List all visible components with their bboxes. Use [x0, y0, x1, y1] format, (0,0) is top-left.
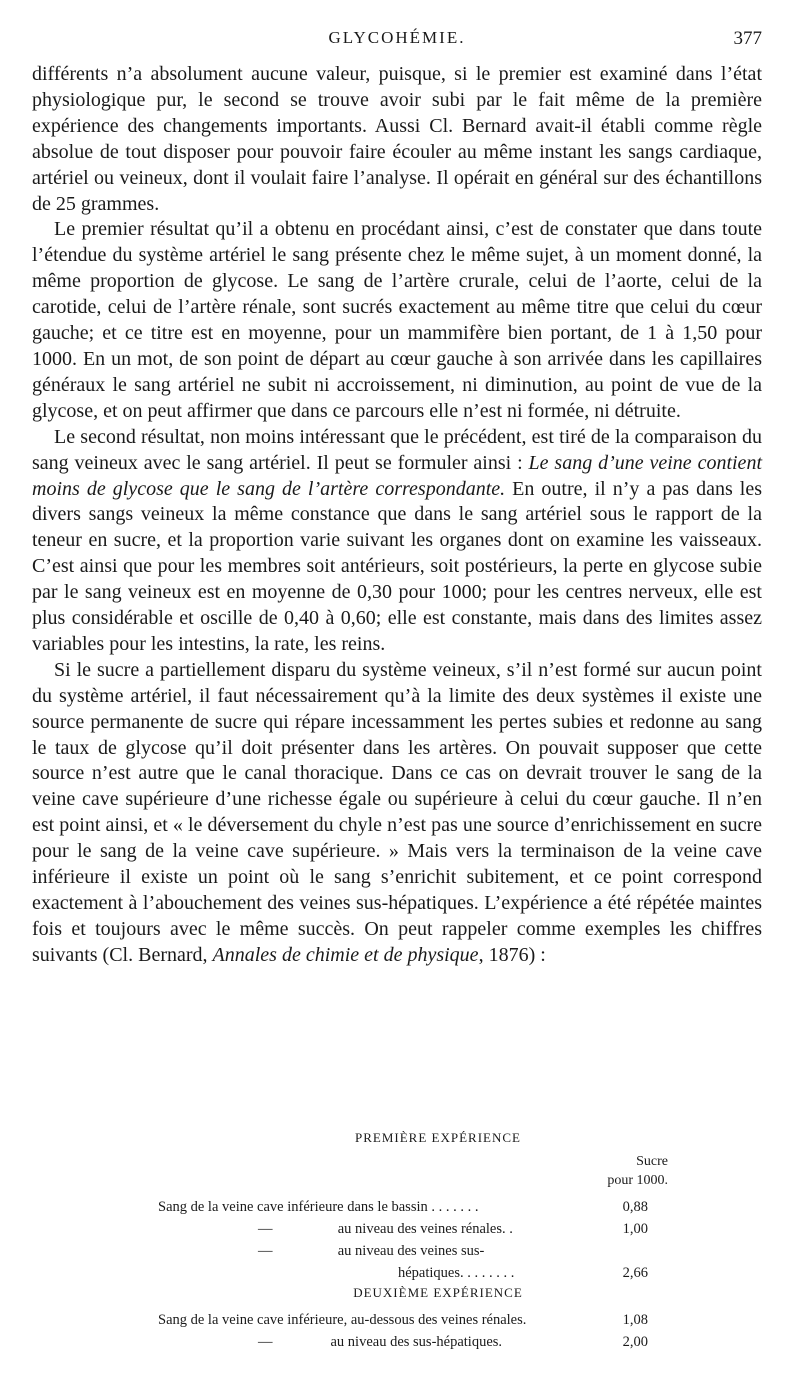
table-second-experiment	[158, 1285, 748, 1353]
row-label: Sang de la veine cave inférieure, au-dessous des veines rénales.	[158, 1312, 527, 1328]
table-heading: DEUXIÈME EXPÉRIENCE	[353, 1285, 523, 1300]
paragraph-2: Le premier résultat qu’il a obtenu en procédant ainsi, c’est de constater que dans toute l’étendue du système artériel le sang présente chez le même sujet, à un moment donné, la même proportion de glycose. Le sang de l’artère crurale, celui de l’aorte, celui de la carotide, celui de l’artère rénale, sont sucrés exactement au même titre que celui du cœur gauche; et ce titre est en moyenne, pour un mammifère bien portant, de 1 à 1,50 pour 1000. En un mot, de son point de départ au cœur gauche à son arrivée dans les capillaires généraux le sang artériel ne subit ni accroissement, ni diminution, au point de vue de la glycose, et on peut affirmer que dans ce parcours elle n’est ni formée, ni détruite.	[32, 218, 762, 422]
row-value: 2,66	[622, 1265, 648, 1281]
running-title: GLYCOHÉMIE.	[328, 28, 466, 47]
row-label: hépatiques. . . . . . . .	[398, 1265, 515, 1281]
unit-header	[158, 1152, 748, 1196]
body-text	[32, 62, 762, 969]
paragraph-1: différents n’a absolument aucune valeur, puisque, si le premier est examiné dans l’état physiologique pur, le second se trouve avoir subi par le fait même de la première expérience des changements importants. Aussi Cl. Bernard avait-il établi comme règle absolue de tout disposer pour pouvoir faire écouler au même instant les sangs cardiaque, artériel ou veineux, dont il voulait faire l’analyse. Il opérait en général sur des échantillons de 25 grammes.	[32, 63, 762, 215]
unit-line-1: Sucre	[636, 1154, 668, 1169]
paragraph-3-start: Le second résultat, non moins intéressant que le précédent, est tiré de la comparaison du sang veineux avec le sang artériel. Il peut se formuler ainsi :	[32, 425, 762, 474]
row-value: 1,08	[622, 1312, 648, 1328]
row-value: 1,00	[622, 1221, 648, 1237]
table-row	[158, 1309, 748, 1331]
table-heading: PREMIÈRE EXPÉRIENCE	[355, 1130, 521, 1145]
row-label: — au niveau des sus-hépatiques.	[258, 1334, 503, 1350]
paragraph-4-start: Si le sucre a partiellement disparu du système veineux, s’il n’est formé sur aucun point du système artériel, il faut nécessairement qu’à la limite des deux systèmes il existe une source permanente de sucre qui répare incessamment les pertes subies et redonne au sang le taux de glycose qu’il doit présenter dans les artères. On pouvait supposer que cette source n’est autre que le canal thoracique. Dans ce cas on devrait trouver le sang de la veine cave supérieure d’une richesse égale ou supérieure à celui du cœur gauche. Il n’en est point ainsi, et « le déversement du chyle n’est pas une source d’enrichissement en sucre pour le sang de la veine cave supérieure. » Mais vers la terminaison de la veine cave inférieure il existe un point où le sang s’enrichit subitement, et ce point correspond exactement à l’abouchement des veines sus-hépatiques. L’expérience a été répétée maintes fois et toujours avec le même succès. On peut rappeler comme exemples les chiffres suivants (Cl. Bernard,	[32, 658, 762, 966]
paragraph-3	[32, 425, 762, 658]
paragraph-4-citation: Annales de chimie et de physique	[212, 943, 479, 966]
table-first-experiment	[158, 1130, 748, 1284]
table-row	[158, 1196, 748, 1218]
row-label: Sang de la veine cave inférieure dans le bassin . . . . . . .	[158, 1199, 479, 1215]
paragraph-3-end: En outre, il n’y a pas dans les divers sangs veineux la même constance que dans le sang artériel sous le rapport de la teneur en sucre, et la proportion varie suivant les organes dont on examine les vaisseaux. C’est ainsi que pour les membres soit antérieurs, soit postérieurs, la perte en glycose subie par le sang veineux est en moyenne de 0,30 pour 1000; pour les centres nerveux, elle est plus considérable et oscille de 0,40 à 0,60; elle est constante, mais dans des limites assez variables pour les intestins, la rate, les reins.	[32, 477, 762, 655]
paragraph-4-end: , 1876) :	[478, 943, 546, 966]
paragraph-4	[32, 658, 762, 969]
table-row	[158, 1240, 748, 1262]
paragraph-3-italic: Le sang d’une veine contient moins de glycose que le sang de l’artère correspondante.	[32, 451, 762, 500]
row-label: — au niveau des veines sus-	[258, 1243, 485, 1259]
row-label: — au niveau des veines rénales. .	[258, 1221, 513, 1237]
running-head	[32, 28, 762, 54]
row-value: 0,88	[622, 1199, 648, 1215]
table-row	[158, 1218, 748, 1240]
table-row	[158, 1262, 748, 1284]
page-number: 377	[733, 28, 762, 49]
row-value: 2,00	[622, 1334, 648, 1350]
table-row	[158, 1331, 748, 1353]
unit-line-2: pour 1000.	[607, 1173, 668, 1188]
